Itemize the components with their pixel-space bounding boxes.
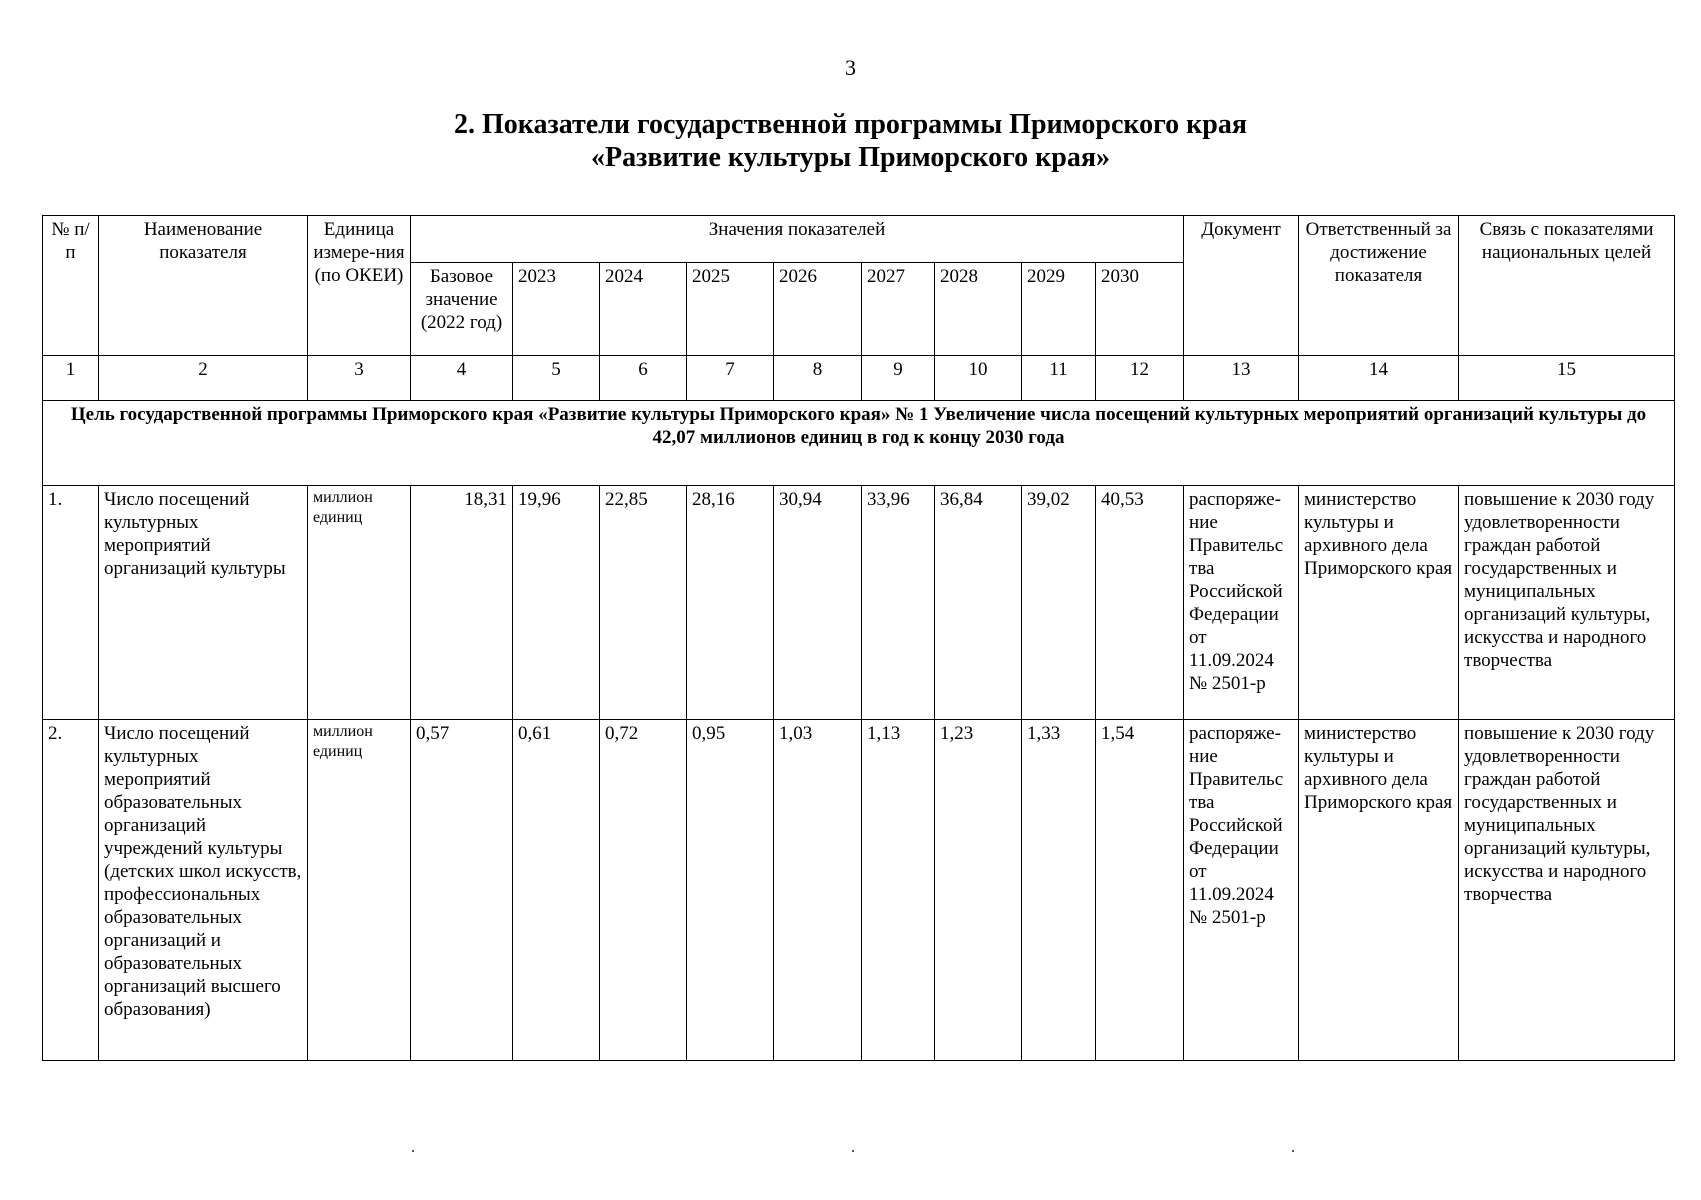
column-number: 3 [308,356,411,401]
header-responsible: Ответственный за достижение показателя [1299,216,1459,356]
header-link: Связь с показателями национальных целей [1459,216,1675,356]
row-value: 1,54 [1096,720,1184,1061]
header-name: Наименование показателя [99,216,308,356]
goal-text: Цель государственной программы Приморского края «Развитие культуры Приморского края» № 1 Увеличение числа посещений культурных мероприятий организаций культуры до 42,07 миллионов единиц в год к концу 2030 года [43,401,1675,486]
row-value: 1,33 [1022,720,1096,1061]
page-title [0,108,1701,174]
table-row [43,486,1675,720]
header-year: 2026 [774,263,862,356]
row-responsible: министерство культуры и архивного дела Приморского края [1299,720,1459,1061]
row-value: 1,03 [774,720,862,1061]
header-year: 2029 [1022,263,1096,356]
header-year: 2023 [513,263,600,356]
row-base-value: 18,31 [411,486,513,720]
row-document: распоряже-ние Правительс тва Российской Федерации от 11.09.2024 № 2501-р [1184,720,1299,1061]
row-value: 28,16 [687,486,774,720]
title-line-2: «Развитие культуры Приморского края» [590,142,1111,173]
page-number: 3 [845,55,856,80]
row-value: 0,95 [687,720,774,1061]
row-value: 0,61 [513,720,600,1061]
row-value: 0,72 [600,720,687,1061]
row-base-value: 0,57 [411,720,513,1061]
header-values-group: Значения показателей [411,216,1184,263]
column-number: 10 [935,356,1022,401]
row-document: распоряже-ние Правительс тва Российской Федерации от 11.09.2024 № 2501-р [1184,486,1299,720]
header-year: 2027 [862,263,935,356]
row-value: 36,84 [935,486,1022,720]
indicators-table [42,215,1675,1061]
column-number: 12 [1096,356,1184,401]
row-link: повышение к 2030 году удовлетворенности граждан работой государственных и муниципальных организаций культуры, искусства и народного творчества [1459,486,1675,720]
row-value: 19,96 [513,486,600,720]
column-number: 6 [600,356,687,401]
row-value: 22,85 [600,486,687,720]
row-value: 1,23 [935,720,1022,1061]
column-numbers-row [43,356,1675,401]
row-value: 40,53 [1096,486,1184,720]
row-name: Число посещений культурных мероприятий организаций культуры [99,486,308,720]
header-year: 2024 [600,263,687,356]
row-value: 33,96 [862,486,935,720]
column-number: 4 [411,356,513,401]
header-year: 2030 [1096,263,1184,356]
column-number: 14 [1299,356,1459,401]
header-unit: Единица измере-ния (по ОКЕИ) [308,216,411,356]
column-number: 1 [43,356,99,401]
row-unit: миллион единиц [308,486,411,720]
row-unit: миллион единиц [308,720,411,1061]
row-num: 1. [43,486,99,720]
scan-speck [1292,1150,1294,1152]
column-number: 9 [862,356,935,401]
row-value: 30,94 [774,486,862,720]
scan-speck [412,1150,414,1152]
header-num: № п/п [43,216,99,356]
column-number: 13 [1184,356,1299,401]
goal-row [43,401,1675,486]
row-link: повышение к 2030 году удовлетворенности граждан работой государственных и муниципальных организаций культуры, искусства и народного творчества [1459,720,1675,1061]
row-num: 2. [43,720,99,1061]
column-number: 7 [687,356,774,401]
header-year: 2025 [687,263,774,356]
row-name: Число посещений культурных мероприятий образовательных организаций учреждений культуры (детских школ искусств, профессиональных образовательных организаций и образовательных организаций высшего образования) [99,720,308,1061]
header-row [43,216,1675,263]
row-responsible: министерство культуры и архивного дела Приморского края [1299,486,1459,720]
header-base: Базовое значение (2022 год) [411,263,513,356]
column-number: 5 [513,356,600,401]
column-number: 11 [1022,356,1096,401]
column-number: 2 [99,356,308,401]
row-value: 1,13 [862,720,935,1061]
column-number: 15 [1459,356,1675,401]
row-value: 39,02 [1022,486,1096,720]
title-line-1: 2. Показатели государственной программы Приморского края [453,109,1248,140]
column-number: 8 [774,356,862,401]
scan-speck [852,1150,854,1152]
header-document: Документ [1184,216,1299,356]
table-row [43,720,1675,1061]
header-year: 2028 [935,263,1022,356]
